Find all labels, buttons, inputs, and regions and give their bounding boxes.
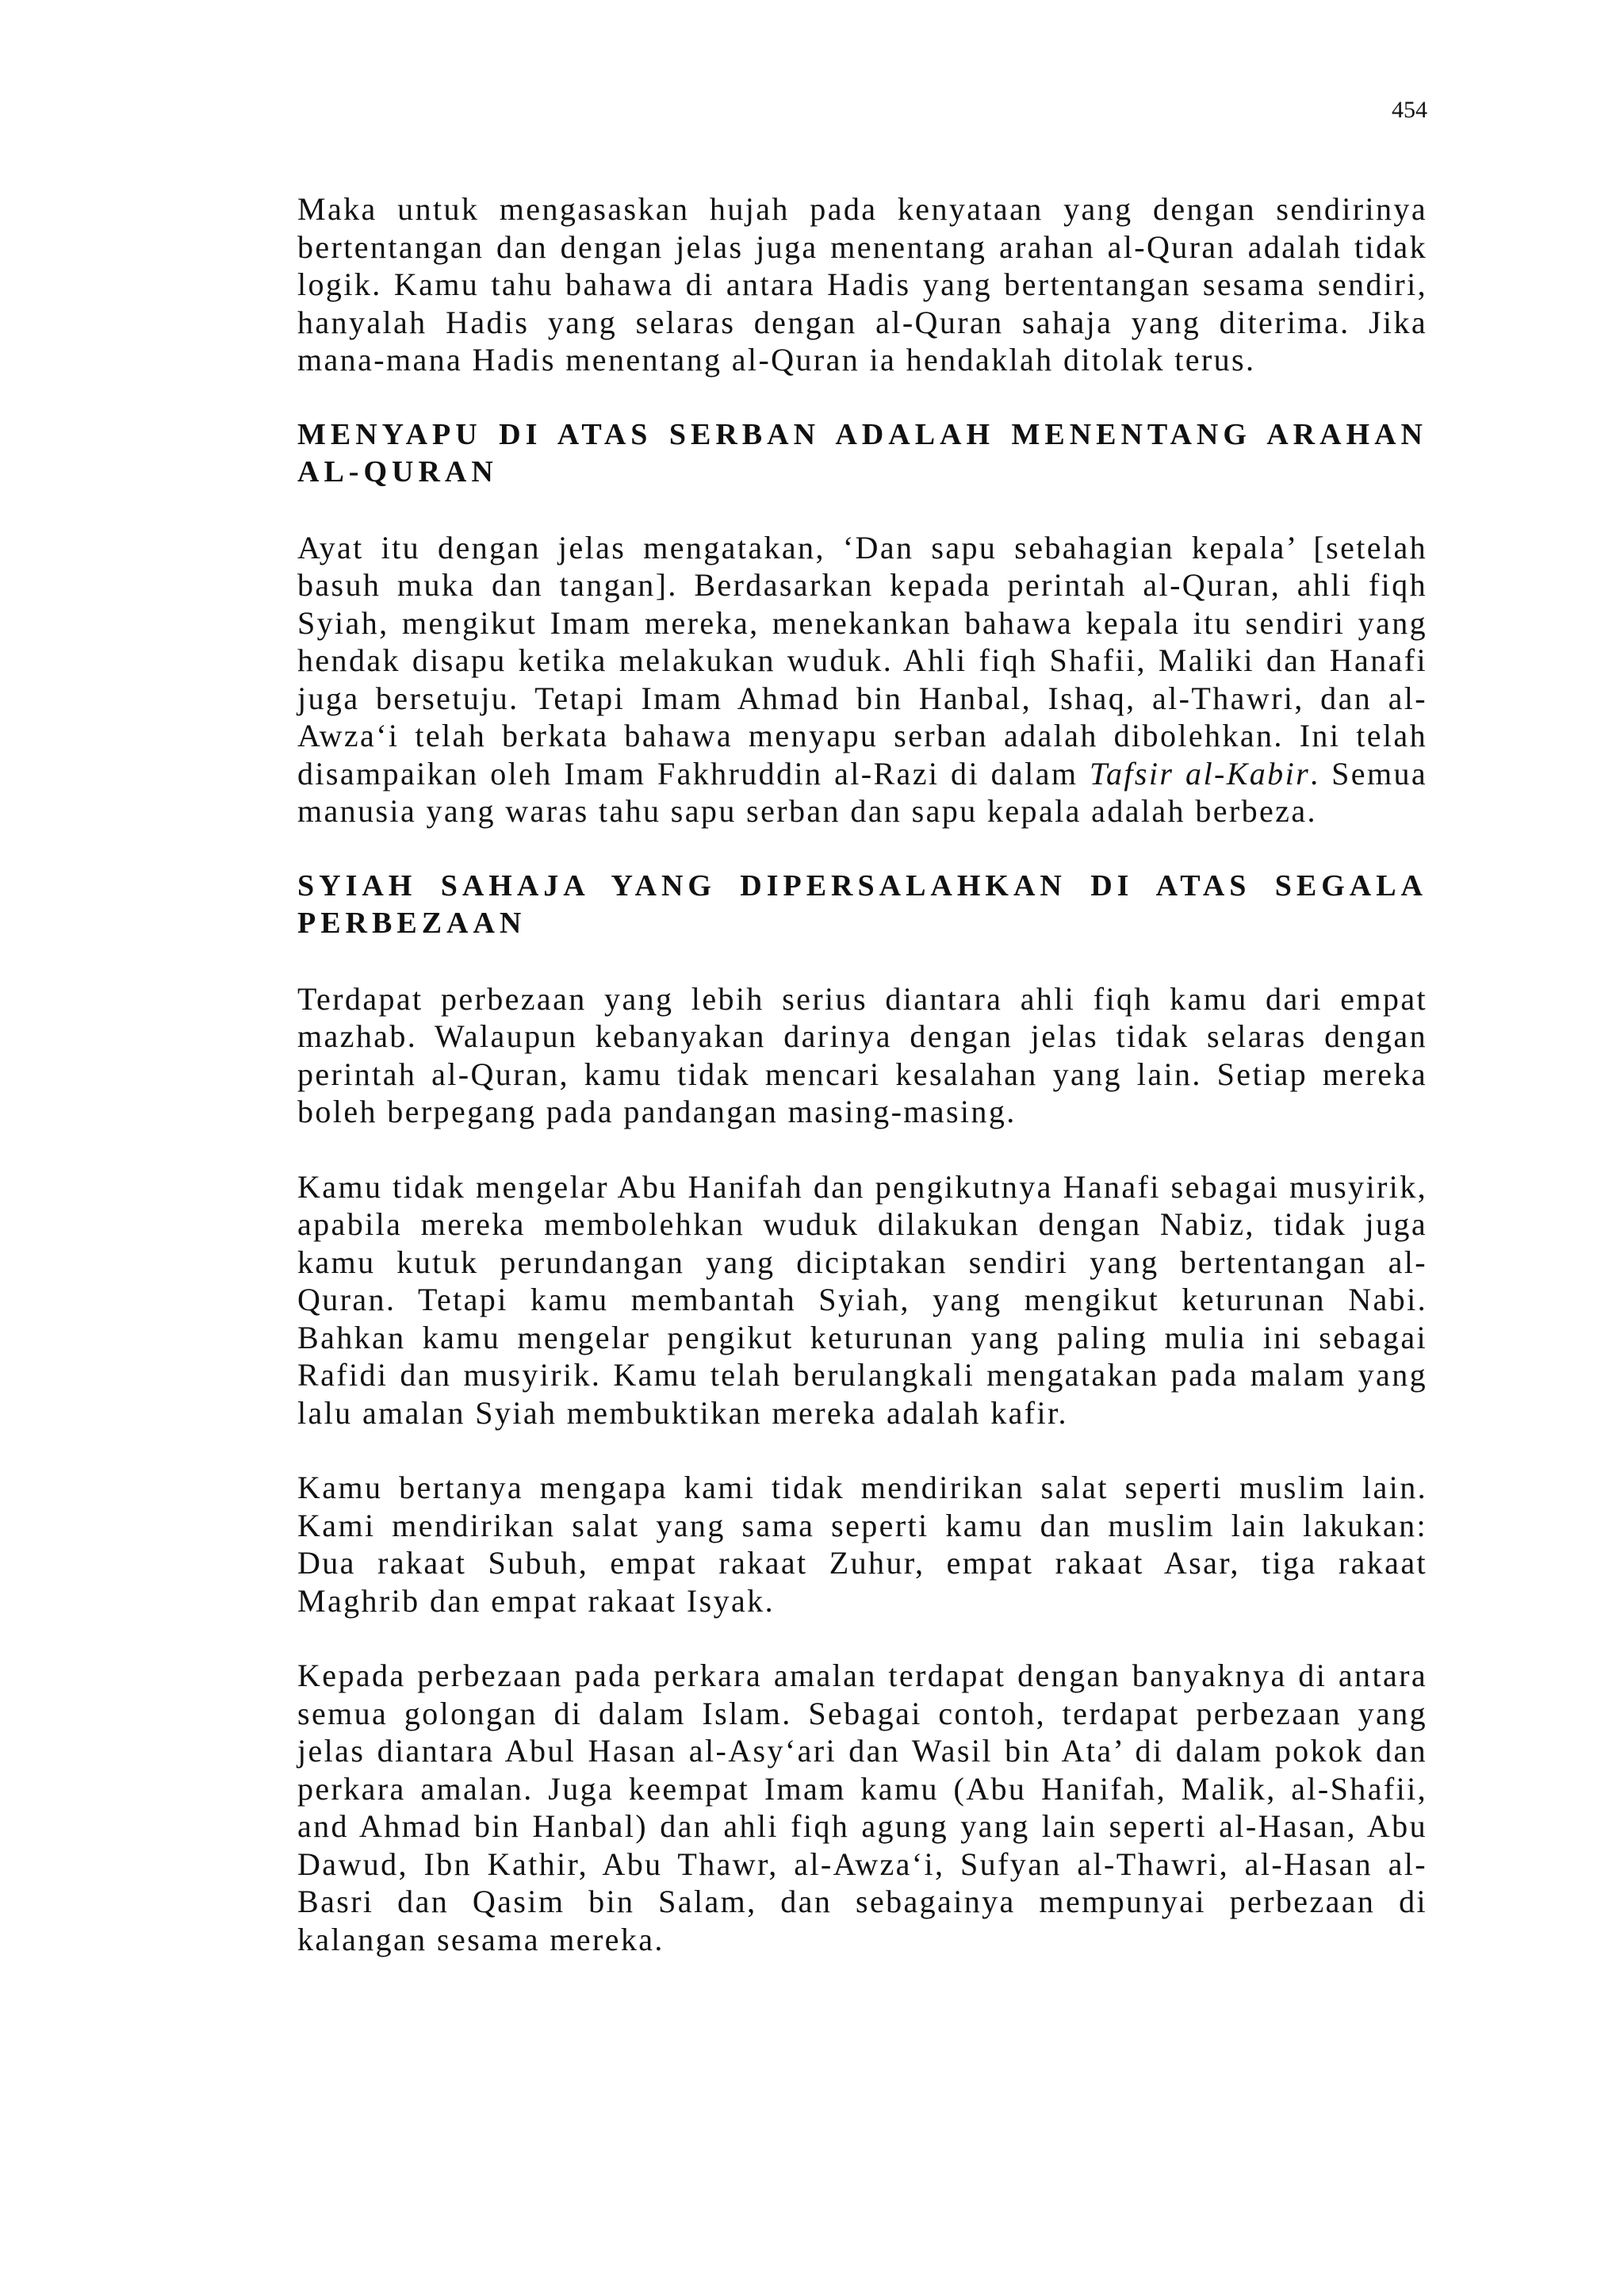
paragraph-2-text-b: . Semua manusia yang waras tahu sapu serban dan sapu kepala adalah berbeza. bbox=[297, 755, 1428, 829]
book-title-tafsir: Tafsir al-Kabir bbox=[1090, 755, 1311, 792]
paragraph-5: Kamu bertanya mengapa kami tidak mendirikan salat seperti muslim lain. Kami mendirikan salat yang sama seperti kamu dan muslim lain lakukan: Dua rakaat Subuh, empat rakaat Zuhur, empat rakaat Asar, tiga rakaat Maghrib dan empat rakaat Isyak. bbox=[297, 1470, 1427, 1619]
paragraph-3: Terdapat perbezaan yang lebih serius diantara ahli fiqh kamu dari empat mazhab. Walaupun kebanyakan darinya dengan jelas tidak selaras dengan perintah al-Quran, kamu tidak mencari kesalahan yang lain. Setiap mereka boleh berpegang pada pandangan masing-masing. bbox=[297, 980, 1427, 1129]
section-heading-perbezaan: SYIAH SAHAJA YANG DIPERSALAHKAN DI ATAS SEGALA PERBEZAAN bbox=[297, 868, 1427, 940]
paragraph-2-text-a: Ayat itu dengan jelas mengatakan, ‘Dan sapu sebahagian kepala’ [setelah basuh muka dan tangan]. Berdasarkan kepada perintah al-Quran, ahli fiqh Syiah, mengikut Imam mereka, menekankan bahawa kepala itu sendiri yang hendak disapu ketika melakukan wuduk. Ahli fiqh Shafii, Maliki dan Hanafi juga bersetuju. Tetapi Imam Ahmad bin Hanbal, Ishaq, al-Thawri, dan al-Awza‘i telah berkata bahawa menyapu serban adalah dibolehkan. Ini telah disampaikan oleh Imam Fakhruddin al-Razi di dalam bbox=[297, 529, 1427, 792]
page-number: 454 bbox=[1392, 97, 1427, 123]
paragraph-1: Maka untuk mengasaskan hujah pada kenyataan yang dengan sendirinya bertentangan dan dengan jelas juga menentang arahan al-Quran adalah tidak logik. Kamu tahu bahawa di antara Hadis yang bertentangan sesama sendiri, hanyalah Hadis yang selaras dengan al-Quran sahaja yang diterima. Jika mana-mana Hadis menentang al-Quran ia hendaklah ditolak terus. bbox=[297, 191, 1427, 378]
paragraph-4: Kamu tidak mengelar Abu Hanifah dan pengikutnya Hanafi sebagai musyirik, apabila mereka membolehkan wuduk dilakukan dengan Nabiz, tidak juga kamu kutuk perundangan yang diciptakan sendiri yang bertentangan al-Quran. Tetapi kamu membantah Syiah, yang mengikut keturunan Nabi. Bahkan kamu mengelar pengikut keturunan yang paling mulia ini sebagai Rafidi dan musyirik. Kamu telah berulangkali mengatakan pada malam yang lalu amalan Syiah membuktikan mereka adalah kafir. bbox=[297, 1168, 1427, 1431]
section-heading-serban: MENYAPU DI ATAS SERBAN ADALAH MENENTANG ARAHAN AL-QURAN bbox=[297, 417, 1427, 489]
paragraph-2 bbox=[297, 529, 1427, 830]
page-body bbox=[297, 190, 1427, 1995]
paragraph-6: Kepada perbezaan pada perkara amalan terdapat dengan banyaknya di antara semua golongan di dalam Islam. Sebagai contoh, terdapat perbezaan yang jelas diantara Abul Hasan al-Asy‘ari dan Wasil bin Ata’ di dalam pokok dan perkara amalan. Juga keempat Imam kamu (Abu Hanifah, Malik, al-Shafii, and Ahmad bin Hanbal) dan ahli fiqh agung yang lain seperti al-Hasan, Abu Dawud, Ibn Kathir, Abu Thawr, al-Awza‘i, Sufyan al-Thawri, al-Hasan al-Basri dan Qasim bin Salam, dan sebagainya mempunyai perbezaan di kalangan sesama mereka. bbox=[297, 1658, 1427, 1957]
